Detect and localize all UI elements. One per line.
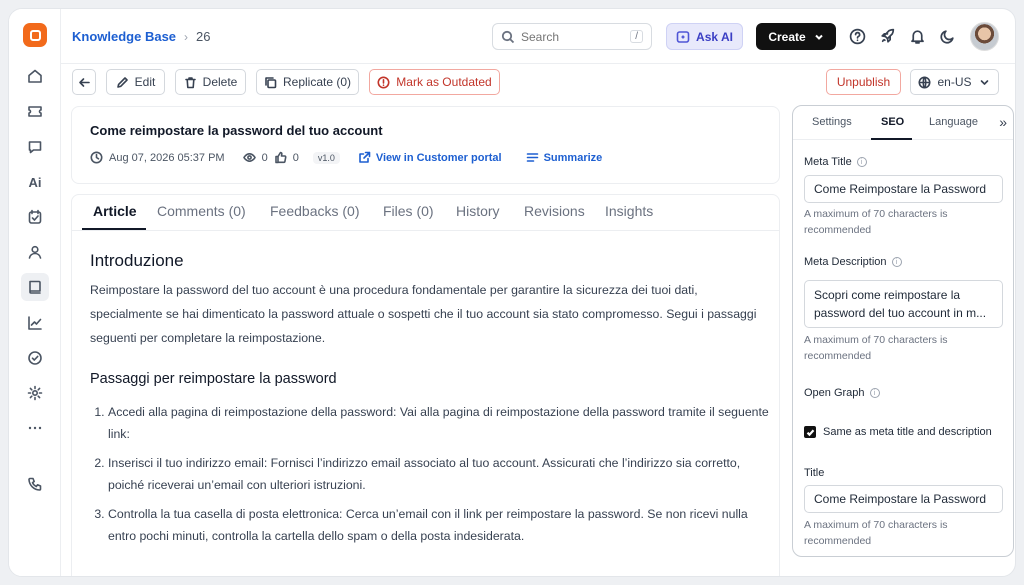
tab-history[interactable]: History [456, 203, 500, 219]
summarize-button[interactable] [526, 151, 603, 164]
info-icon[interactable]: i [857, 157, 867, 167]
view-in-portal-label: View in Customer portal [375, 151, 502, 164]
list-icon [526, 151, 539, 164]
app-window [8, 8, 1016, 577]
globe-icon [918, 76, 931, 89]
meta-description-input[interactable]: Scopri come reimpostare la password del tuo account in m... [804, 280, 1003, 328]
tab-insights[interactable]: Insights [605, 203, 654, 219]
summarize-label: Summarize [543, 151, 603, 164]
like-count: 0 [292, 151, 299, 164]
tab-language[interactable]: Language [929, 116, 978, 128]
view-in-portal-link[interactable] [358, 151, 502, 164]
thumbs-up-icon[interactable] [274, 151, 287, 164]
delete-label: Delete [202, 75, 238, 89]
top-bar [61, 9, 1015, 64]
unpublish-label: Unpublish [836, 75, 891, 89]
article-date: Aug 07, 2026 05:37 PM [109, 151, 225, 164]
breadcrumb [72, 29, 211, 44]
breadcrumb-knowledge-base[interactable]: Knowledge Base [72, 29, 177, 44]
knowledge-base-icon[interactable] [21, 273, 49, 301]
search-shortcut: / [630, 30, 643, 43]
tab-comments[interactable]: Comments (0) [157, 203, 246, 219]
external-link-icon [358, 151, 371, 164]
steps-list [90, 401, 770, 547]
search-icon [501, 30, 515, 44]
article-intro: Reimpostare la password del tuo account è una procedura fondamentale per garantire la sicurezza dei tuoi dati, specialmente se hai dimenticato la password attuale o sospetti che il tuo account sia stato compromesso. Segui i passaggi seguenti per completare la reimpostazione. [90, 283, 757, 345]
tab-revisions[interactable]: Revisions [524, 203, 585, 219]
ticket-icon[interactable] [21, 97, 49, 125]
list-item: 2. Inserisci il tuo indirizzo email: Fornisci l’indirizzo email associato al tuo account. Assicurati che l’indirizzo sia corretto, poiché riceverai un’email con ulteriori istruzioni. [108, 452, 770, 496]
chat-icon[interactable] [21, 133, 49, 161]
clock-icon [90, 151, 103, 164]
back-button[interactable] [72, 69, 96, 95]
meta-title-label: Meta Title [804, 156, 852, 168]
eye-icon [243, 151, 256, 164]
tab-settings[interactable]: Settings [812, 116, 852, 128]
chevron-down-icon [978, 76, 991, 89]
expand-panel-icon[interactable]: » [999, 114, 1007, 130]
article-subheading: Passaggi per reimpostare la password [90, 371, 337, 387]
meta-title-input[interactable] [804, 175, 1003, 203]
language-select[interactable] [910, 69, 999, 95]
user-avatar[interactable] [970, 22, 999, 51]
article-title: Come reimpostare la password del tuo account [90, 123, 383, 138]
meta-description-label-row [804, 256, 902, 268]
article-header [71, 106, 780, 184]
article-content-card [71, 194, 780, 577]
pencil-icon [116, 76, 129, 89]
list-item: 1. Accedi alla pagina di reimpostazione della password: Vai alla pagina di reimpostazione della password tramite il seguente link: [108, 401, 770, 445]
article-meta [90, 151, 620, 164]
ai-icon[interactable]: Ai [28, 174, 42, 190]
open-graph-label: Open Graph [804, 387, 865, 399]
article-heading: Introduzione [90, 251, 184, 270]
copy-icon [264, 76, 277, 89]
mark-outdated-label: Mark as Outdated [396, 75, 492, 89]
tasks-icon[interactable] [21, 203, 49, 231]
trash-icon [184, 76, 197, 89]
phone-icon[interactable] [21, 470, 49, 498]
sparkle-icon [676, 30, 690, 44]
create-button[interactable] [756, 23, 836, 50]
chevron-down-icon [814, 32, 824, 42]
create-label: Create [768, 29, 806, 44]
seo-panel [792, 105, 1014, 557]
delete-button[interactable] [175, 69, 246, 95]
ask-ai-button[interactable] [666, 23, 743, 50]
reports-icon[interactable] [21, 309, 49, 337]
meta-description-label: Meta Description [804, 256, 887, 268]
tab-article[interactable]: Article [93, 203, 137, 219]
article-body [90, 251, 770, 554]
og-title-help: A maximum of 70 characters is recommended [804, 519, 948, 547]
contacts-icon[interactable] [21, 238, 49, 266]
info-icon[interactable]: i [870, 388, 880, 398]
article-toolbar [61, 65, 1015, 105]
og-title-label: Title [804, 467, 825, 479]
brand-logo[interactable] [23, 23, 47, 47]
article-tabs [72, 195, 779, 231]
og-title-input[interactable] [804, 485, 1003, 513]
unpublish-button[interactable] [826, 69, 901, 95]
meta-description-help: A maximum of 70 characters is recommended [804, 334, 948, 362]
tab-feedbacks[interactable]: Feedbacks (0) [270, 203, 360, 219]
settings-gear-icon[interactable] [21, 379, 49, 407]
panel-tabs [793, 106, 1013, 140]
alert-circle-icon [377, 76, 390, 89]
active-tab-indicator [871, 138, 912, 140]
bell-icon[interactable] [907, 26, 927, 46]
open-graph-label-row [804, 387, 880, 399]
ask-ai-label: Ask AI [696, 29, 733, 44]
version-badge: v1.0 [313, 152, 340, 164]
help-icon[interactable] [847, 26, 867, 46]
breadcrumb-article-id: 26 [196, 29, 211, 44]
og-title-label-row [804, 467, 824, 479]
search-box[interactable] [492, 23, 652, 50]
edit-label: Edit [134, 75, 156, 89]
replicate-label: Replicate (0) [282, 75, 352, 89]
list-item: 3. Controlla la tua casella di posta elettronica: Cerca un’email con il link per reimpostare la password. Se non ricevi nulla entro pochi minuti, controlla la cartella dello spam o della posta indesiderata. [108, 503, 770, 547]
same-as-meta-checkbox[interactable] [804, 426, 992, 438]
checkbox-checked-icon[interactable] [804, 426, 816, 438]
view-count: 0 [261, 151, 268, 164]
active-tab-indicator [82, 228, 146, 230]
tab-seo[interactable]: SEO [881, 116, 905, 128]
info-icon[interactable]: i [892, 257, 902, 267]
chevron-right-icon: › [184, 29, 189, 44]
rocket-icon[interactable] [877, 26, 897, 46]
tab-files[interactable]: Files (0) [383, 203, 434, 219]
search-input[interactable] [521, 30, 621, 44]
same-as-meta-label: Same as meta title and description [823, 426, 992, 438]
approvals-icon[interactable] [21, 344, 49, 372]
moon-icon[interactable] [937, 26, 957, 46]
home-icon[interactable] [21, 62, 49, 90]
mark-outdated-button[interactable] [369, 69, 500, 95]
meta-title-help: A maximum of 70 characters is recommended [804, 208, 948, 236]
meta-title-label-row [804, 156, 867, 168]
more-icon[interactable] [21, 414, 49, 442]
sidebar-rail [9, 9, 61, 576]
arrow-left-icon [78, 76, 91, 89]
edit-button[interactable] [106, 69, 165, 95]
replicate-button[interactable] [256, 69, 359, 95]
language-label: en-US [937, 75, 972, 89]
